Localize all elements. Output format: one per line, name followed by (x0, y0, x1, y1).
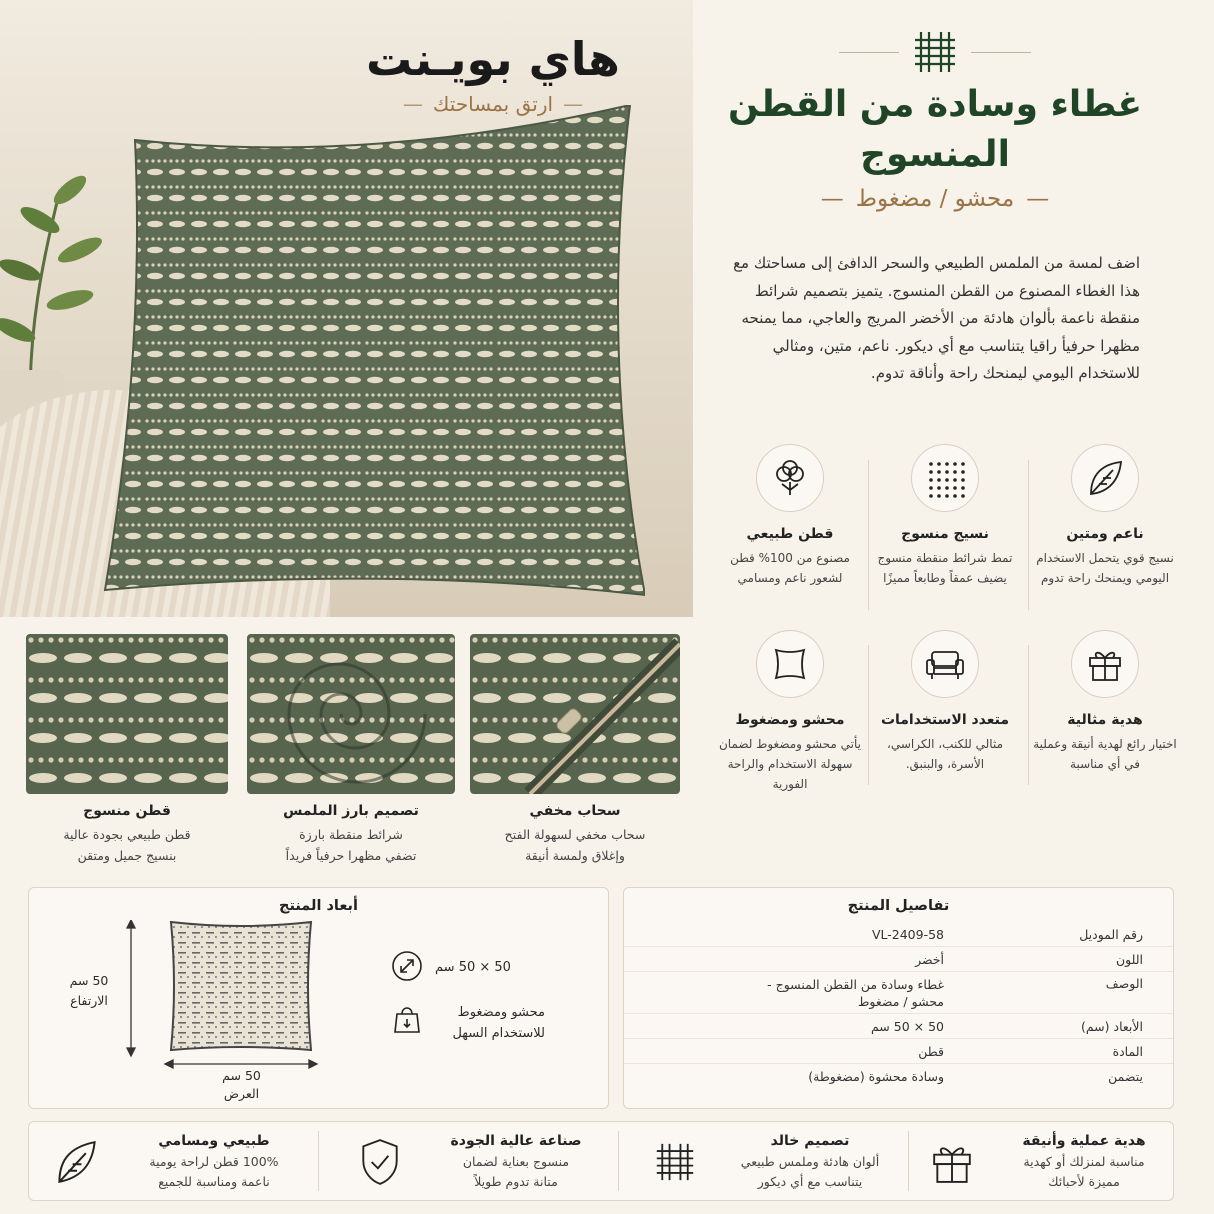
table-row (624, 947, 1173, 972)
divider (1028, 460, 1029, 610)
swatch-title: سحاب مخفي (529, 803, 621, 819)
pillow-icon (756, 630, 824, 698)
weave-icon (913, 30, 957, 74)
product-title-line2: المنسوج (860, 134, 1010, 175)
spec-value: VL-2409-58 (871, 926, 944, 942)
benefit-desc: يتناسب مع أي ديكور (757, 1173, 863, 1189)
feature-filled (715, 630, 865, 794)
benefit-natural (29, 1122, 319, 1202)
benefit-title: هدية عملية وأنيقة (1022, 1132, 1146, 1149)
table-row (624, 1064, 1173, 1089)
benefit-title: طبيعي ومسامي (158, 1132, 270, 1149)
divider (1028, 645, 1029, 785)
benefit-desc: منسوج بعناية لضمان (462, 1153, 570, 1169)
bottom-benefits-bar (28, 1121, 1174, 1201)
feature-weave (870, 444, 1020, 588)
swatch-desc: سحاب مخفي لسهولة الفتح (504, 827, 646, 842)
details-title: تفاصيل المنتج (847, 898, 950, 914)
benefit-desc: ناعمة ومناسبة للجميع (158, 1173, 270, 1189)
benefit-quality (329, 1122, 619, 1202)
brand-block (293, 32, 693, 116)
width-caption: العرض (223, 1086, 260, 1101)
feature-desc: نسيج قوي يتحمل الاستخدام اليومي ويمنحك راحة تدوم (1036, 551, 1174, 585)
leaf-icon (1071, 444, 1139, 512)
width-value: 50 سم (222, 1068, 261, 1083)
spec-key: المادة (1112, 1043, 1143, 1059)
benefit-desc: متانة تدوم طويلاً (474, 1173, 558, 1189)
size-text: 50 × 50 سم (435, 960, 511, 975)
spec-value: وسادة محشوة (مضغوطة) (808, 1069, 944, 1084)
product-description: اضف لمسة من الملمس الطبيعي والسحر الدافئ إلى مساحتك مع هذا الغطاء المصنوع من القطن المنسوج. يتميز بتصميم شرائط منقطة ناعمة بألوان هادئة من الأخضر المريج والعاجي، مما يمنحه مظهرا حرفيأ راقيا يتناسب مع أي ديكور. ناعم، متين، ومثالي للاستخدام اليومي ليمنحك راحة وأناقة تدوم. (733, 254, 1140, 382)
swatch-caption (470, 803, 680, 866)
details-box (623, 887, 1174, 1109)
benefit-desc: 100% قطن لراحة يومية (149, 1153, 279, 1169)
benefit-title: صناعة عالية الجودة (450, 1132, 582, 1149)
spec-key: يتضمن (1108, 1069, 1143, 1084)
feature-gift (1030, 630, 1180, 774)
divider (318, 1131, 319, 1191)
product-title-line1: غطاء وسادة من القطن (727, 84, 1143, 125)
title-block (700, 30, 1170, 212)
feature-title: ناعم ومتين (1066, 526, 1144, 542)
divider (868, 460, 869, 610)
dimensions-box (28, 887, 609, 1109)
swatch-desc: شرائط منقطة بارزة (299, 827, 403, 842)
feature-title: محشو ومضغوط (735, 712, 845, 728)
spec-key: اللون (1115, 951, 1143, 967)
hero-image (0, 0, 693, 617)
feature-desc: مصنوع من 100% قطن لشعور ناعم ومسامي (730, 551, 850, 585)
swatch-desc: وإغلاق ولمسة أنيقة (525, 848, 625, 863)
spec-value: 50 × 50 سم (870, 1018, 944, 1034)
benefit-timeless (619, 1122, 909, 1202)
weave-icon (655, 1142, 695, 1182)
benefit-desc: ألوان هادئة وملمس طبيعي (740, 1153, 880, 1169)
feature-title: قطن طبيعي (746, 526, 834, 542)
fill-line: للاستخدام السهل (452, 1026, 545, 1041)
divider (908, 1131, 909, 1191)
height-caption: الارتفاع (70, 993, 108, 1008)
feature-versatile (870, 630, 1020, 774)
table-row (624, 1039, 1173, 1064)
feature-cotton (715, 444, 865, 588)
leaf-icon (55, 1140, 99, 1184)
dimension-diagram (121, 920, 321, 1080)
sofa-icon (911, 630, 979, 698)
swatch-zipper (470, 634, 680, 794)
benefit-gift (909, 1122, 1175, 1202)
gift-icon (931, 1140, 973, 1184)
benefit-text (431, 1133, 601, 1192)
benefit-desc: مميزة لأحبائك (1048, 1173, 1120, 1189)
divider (618, 1131, 619, 1191)
title-ornament (700, 30, 1170, 74)
dots-grid-icon (911, 444, 979, 512)
height-label (39, 971, 139, 1011)
swatch-texture (247, 634, 455, 794)
benefit-text (725, 1133, 895, 1192)
spec-value: غطاء وسادة من القطن المنسوج - محشو / مضغوط (767, 977, 944, 1009)
swatch-desc: بنسيج جميل ومتقن (77, 848, 177, 863)
dimensions-title: أبعاد المنتج (279, 898, 358, 914)
fill-line: محشو ومضغوط (457, 1005, 545, 1020)
spec-key: رقم الموديل (1079, 926, 1143, 942)
feature-desc: اختيار رائع لهدية أنيقة وعملية في أي مناسبة (1033, 737, 1177, 771)
resize-icon (391, 950, 423, 982)
swatch-desc: قطن طبيعي بجودة عالية (63, 827, 191, 842)
swatch-woven-cotton (26, 634, 228, 794)
product-subtitle: — محشو / مضغوط — (700, 186, 1170, 212)
width-label (179, 1067, 304, 1103)
feature-desc: يأتي محشو ومضغوط لضمان سهولة الاستخدام والراحة الفورية (718, 737, 862, 791)
swatch-caption (247, 803, 455, 866)
table-row (624, 972, 1173, 1014)
table-row (624, 1014, 1173, 1039)
pillow-image (100, 105, 645, 605)
feature-title: نسيج منسوج (901, 526, 989, 542)
benefit-title: تصميم خالد (770, 1132, 850, 1149)
feature-desc: مثالي للكنب، الكراسي، الأسرة، والبنبق. (886, 737, 1004, 771)
spec-key: الوصف (1105, 976, 1143, 991)
swatch-desc: تضفي مظهرا حرفياً فريداً (285, 848, 417, 863)
benefit-desc: مناسبة لمنزلك أو كهدية (1023, 1153, 1145, 1169)
feature-title: متعدد الاستخدامات (880, 712, 1010, 728)
compressed-bag-icon (391, 1002, 423, 1034)
brand-name: هاي بويـنت (366, 32, 620, 86)
benefit-text (129, 1133, 299, 1192)
feature-soft (1030, 444, 1180, 588)
spec-value: أخضر (915, 951, 944, 967)
table-row (624, 922, 1173, 947)
feature-desc: تمط شرائط منقطة منسوج يضيف عمقاً وطابعاً مميزًا (877, 551, 1013, 585)
spec-key: الأبعاد (سم) (1080, 1018, 1143, 1034)
swatch-title: قطن منسوج (83, 803, 171, 819)
swatch-caption (26, 803, 228, 866)
cotton-icon (756, 444, 824, 512)
benefit-text (999, 1133, 1169, 1192)
fill-text (435, 1002, 545, 1044)
divider (868, 645, 869, 785)
feature-title: هدية مثالية (1067, 712, 1143, 728)
shield-check-icon (359, 1138, 401, 1186)
brand-tagline: — ارتق بمساحتك — (293, 92, 693, 116)
swatch-title: تصميم بارز الملمس (283, 803, 419, 819)
gift-icon (1071, 630, 1139, 698)
specs-table (624, 922, 1173, 1089)
height-value: 50 سم (69, 973, 109, 988)
spec-value: قطن (918, 1043, 944, 1059)
